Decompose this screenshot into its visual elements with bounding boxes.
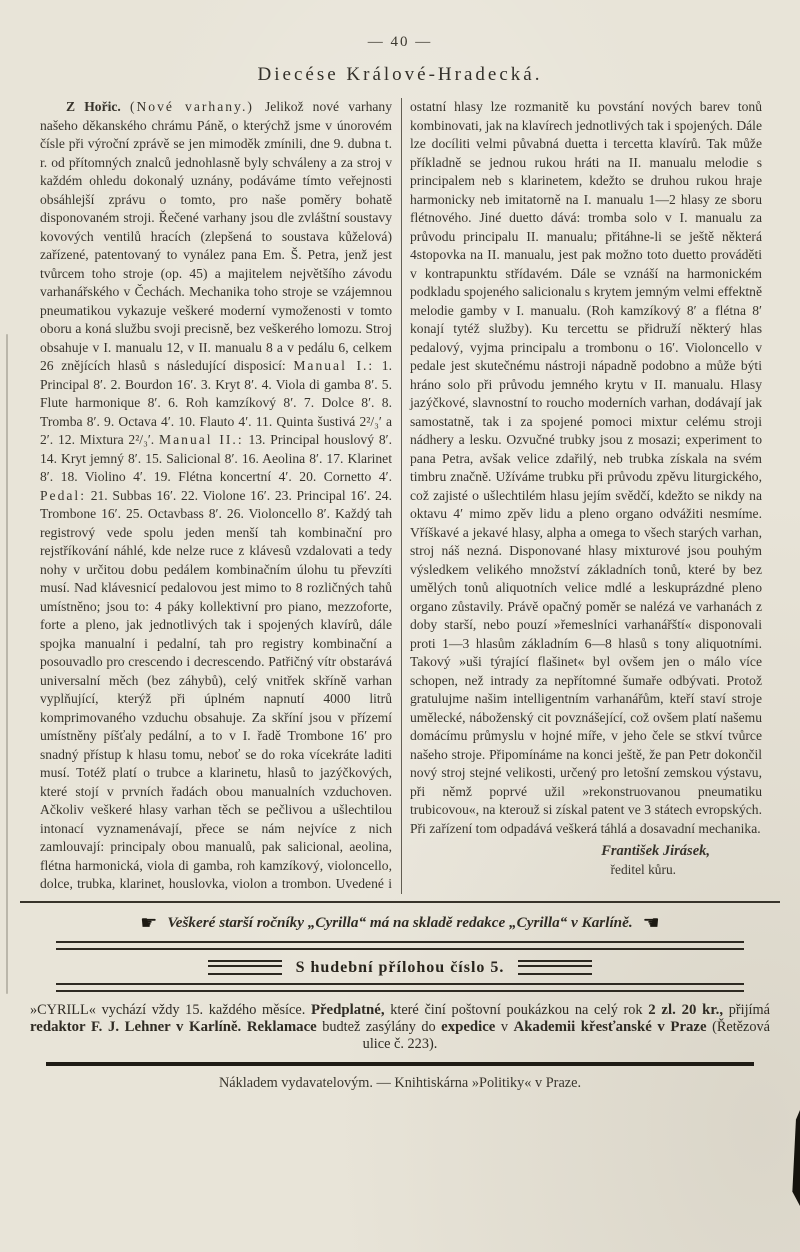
scan-edge-artifact-corner xyxy=(791,1110,800,1206)
article-body: Z Hořic. (Nové varhany.) Jelikož nové varhany našeho děkanského chrámu Páně, o kterýchž jsme v únorovém čísle při výroční zprávě se jen mimoděk zmínili, dne 9. dubna t. r. od přítomných znalců jednohlasně byly schváleny a za stroj v každém ohledu dokonalý uznány, podáváme tímto veřejnosti obsáhlejší zprávu o tomto, pro naše poměry bohatě disponovaném stroji. Řečené varhany jsou dle zvláštní soustavy kovových ventilů hracích (zlepšená to soustava kůželová) zařízené, patentovaný to vynález pana Em. Š. Petra, jenž jest tvůrcem toho stroje (op. 45) a majitelem největšího závodu varhanářského v Čechách. Mechanika toho stroje se vzájemnou pneumatikou vykazuje veškeré moderní vymoženosti v tomto oboru a koná službu svoji precisně, bez veškerého lomozu. Stroj obsahuje v I. manualu 12, v II. manualu 8 a v pedálu 6, celkem 26 znějících hlasů s následující disposicí: Manual I.: 1. Principal 8′. 2. Bourdon 16′. 3. Kryt 8′. 4. Viola di gamba 8′. 5. Flute harmonique 8′. 6. Roh kamzíkový 8′. 7. Dolce 8′. 8. Tromba 8′. 9. Octava 4′. 10. Flauto 4′. 11. Quinta šustivá 2²/₃′ a 2′. 12. Mixtura 2²/₃′. Manual II.: 13. Principal houslový 8′. 14. Kryt jemný 8′. 15. Salicional 8′. 16. Aeolina 8′. 17. Klarinet 8′. 18. Violino 4′. 19. Flétna koncertní 4′. 20. Cornetto 4′. Pedal: 21. Subbas 16′. 22. Violone 16′. 23. Principal 16′. 24. Trombone 16′. 25. Octavbass 8′. 26. Violoncello 8′. Každý tah registrový vede spolu jeden menší tah kombinační pro rejstříkování náhlé, kde nelze ruce z klávesů vzdalovati a tedy nohy v určitou dobu pedálem kombinačním úlohu tu převzíti musí. Nad klávesnicí pedalovou jest mimo to 8 rozličných tahů umístněno; jsou to: 4 páky kollektivní pro piano, mezzoforte, forte a pleno, jak jednotlivých tak i spojených klavírů, dále spojka manualní i pedalní, tah pro registry kombinační a posouvadlo pro crescendo i decrescendo. Patřičný vítr obstarává universalní měch (bez záhybů), celý vnitřek skříně varhan vyplňující, kterýž při úplném napnutí 4000 litrů komprimovaného vzduchu obsahuje. Za skříní jsou v přízemí umístněny píšťaly pedální, a to v I. řadě Trombone 16′ pro snadný přístup k hlasu tomu, neboť se do roka vícekráte laditi musí. Totéž platí o trubce a klarinetu, hlasů to jazýčkových, které stojí v prvních řadách obou manualních vzduchoven. Ačkoliv veškeré hlasy varhan těch se pečlivou a ušlechtilou intonací vyznamenávají, přece se nám nejvíce z nich zamlouvají: principaly obou manualů, pak salicional, aeolina, flétna harmonická, viola di gamba, roh kamzíkový, violoncello, dolce, trubka, klarinet, houslovka, violon a trombon. Uvedené i ostatní hlasy lze rozmanitě ku povstání nových barev tonů kombinovati, jak na klavírech jednotlivých tak i spojených. Dále lze docíliti velmi půvabná duetta i tercetta klavírů. Tak může příkladně se jednou rukou hráti na II. manualu melodie s principalem neb s klarinetem, kdežto se druhou rukou hraje harmonicky neb imitatorně na I. manualu 1—2 hlasy ze sboru flétnového. Jiné duetto dává: tromba solo v I. manualu za průvodu principalu II. manualu; přitáhne-li se ještě některá 4stopovka na II. manualu, jest pak možno toto duetto prováděti v kontrapunktu střídavém. Dále se vznáší na harmonickém podkladu spojeného salicionalu s krytem jemným velmi effektně melodie gamby v I. manualu. (Roh kamzíkový 8′ a flétna 8′ konají tytéž služby). Ku tercettu se přidruží některý hlas pedalový, vyjma principalu a trombonu o 16′. Violoncello v pedale jest skutečnému nástroji nápadně podobno a může býti hráno solo při průvodu jemného krytu v II. manualu. Hlasy jazýčkové, slavnostní to roucho moderních varhan, dodávají jak samostatně, tak i za spojené pomoci mixtur celému stroji nádhery a lesku. Ozvučné trubky jsou z mosazi; experiment to pana Petra, avšak velice zdařilý, neb trubka získala na svém timbru značně. Užíváme trubku při průvodu zpěvu liturgického, což zajisté o ušlechtilém hlasu jejím svědčí, kdežto se nikdy na oktavu 4′ mimo zpěv lidu a pleno organo odvážiti nesmíme. Vříškavé a jekavé hlasy, alpha a omega to všech starých varhan, stroj náš nezná. Disponované hlasy mixturové jsou pouhým výsledkem velikého množství základních tonů, které by bez umělých tonů aliquotních velice mdlé a leskuprázdné pleno organo zůstavily. Právě opačný poměr se nalézá ve varhanách z doby starší, nebo pouzí »řemeslníci varhanářští« disponovali proti 1—3 hlasům základním 6—8 hlasů s tony aliquotními. Takový »uši týrající flašinet« byl ovšem jen o málo více schopen, než intrady za nepřítomné šumaře odbývati. Protož gratulujme našim intelligentním varhanářům, kteří staví stroje umělecké, náboženský cit povznášející, což ovšem platí našemu domácímu průmyslu v hojné míře, v jeho čele se stkví tvůrce našeho stroje. Připomínáme na konci ještě, že pan Petr dokončil nový stroj stejné velikosti, určený pro letošní zemskou výstavu, při němž poprvé užil »rekonstruovanou pneumatiku trubicovou«, na kterouž si získal patent ve 3 státech evropských. Při zařízení tom odpadává veškerá táhlá a dosavadní mechanika. xyxy=(40,99,762,891)
back-issues-notice xyxy=(0,912,800,935)
page-number: — 40 — xyxy=(367,34,433,50)
triple-bar-ornament-right xyxy=(518,960,592,975)
section-divider-rule xyxy=(20,901,780,903)
supplement-banner-text: S hudební přílohou číslo 5. xyxy=(295,958,505,976)
double-rule-bottom xyxy=(56,983,744,992)
imprint-rule xyxy=(46,1062,754,1066)
section-title: Diecése Králové-Hradecká. xyxy=(257,64,543,85)
article xyxy=(40,98,762,894)
triple-bar-ornament-left xyxy=(208,960,282,975)
supplement-banner xyxy=(0,959,800,977)
pointing-hand-right-icon: ☛ xyxy=(140,912,158,934)
imprint-line: Nákladem vydavatelovým. — Knihtiskárna »Politiky« v Praze. xyxy=(218,1074,582,1091)
back-issues-notice-text: Veškeré starší ročníky „Cyrilla“ má na skladě redakce „Cyrilla“ v Karlíně. xyxy=(167,913,633,931)
signature-role: ředitel kůru. xyxy=(610,861,676,877)
scanned-journal-page xyxy=(0,34,800,1252)
double-rule-top xyxy=(56,941,744,950)
pointing-hand-left-icon: ☚ xyxy=(642,912,660,934)
article-two-column-text xyxy=(40,98,762,894)
scan-edge-artifact-left xyxy=(6,334,8,994)
signature-name: František Jirásek, xyxy=(601,843,710,859)
subscription-info: »CYRILL« vychází vždy 15. každého měsíce. Předplatné, které činí poštovní poukázkou na celý rok 2 zl. 20 kr., přijímá redaktor F. J. Lehner v Karlíně. Reklamace budtež zasýlány do expedice v Akademii křesťanské v Praze (Řetězová ulice č. 223). xyxy=(30,1001,771,1052)
